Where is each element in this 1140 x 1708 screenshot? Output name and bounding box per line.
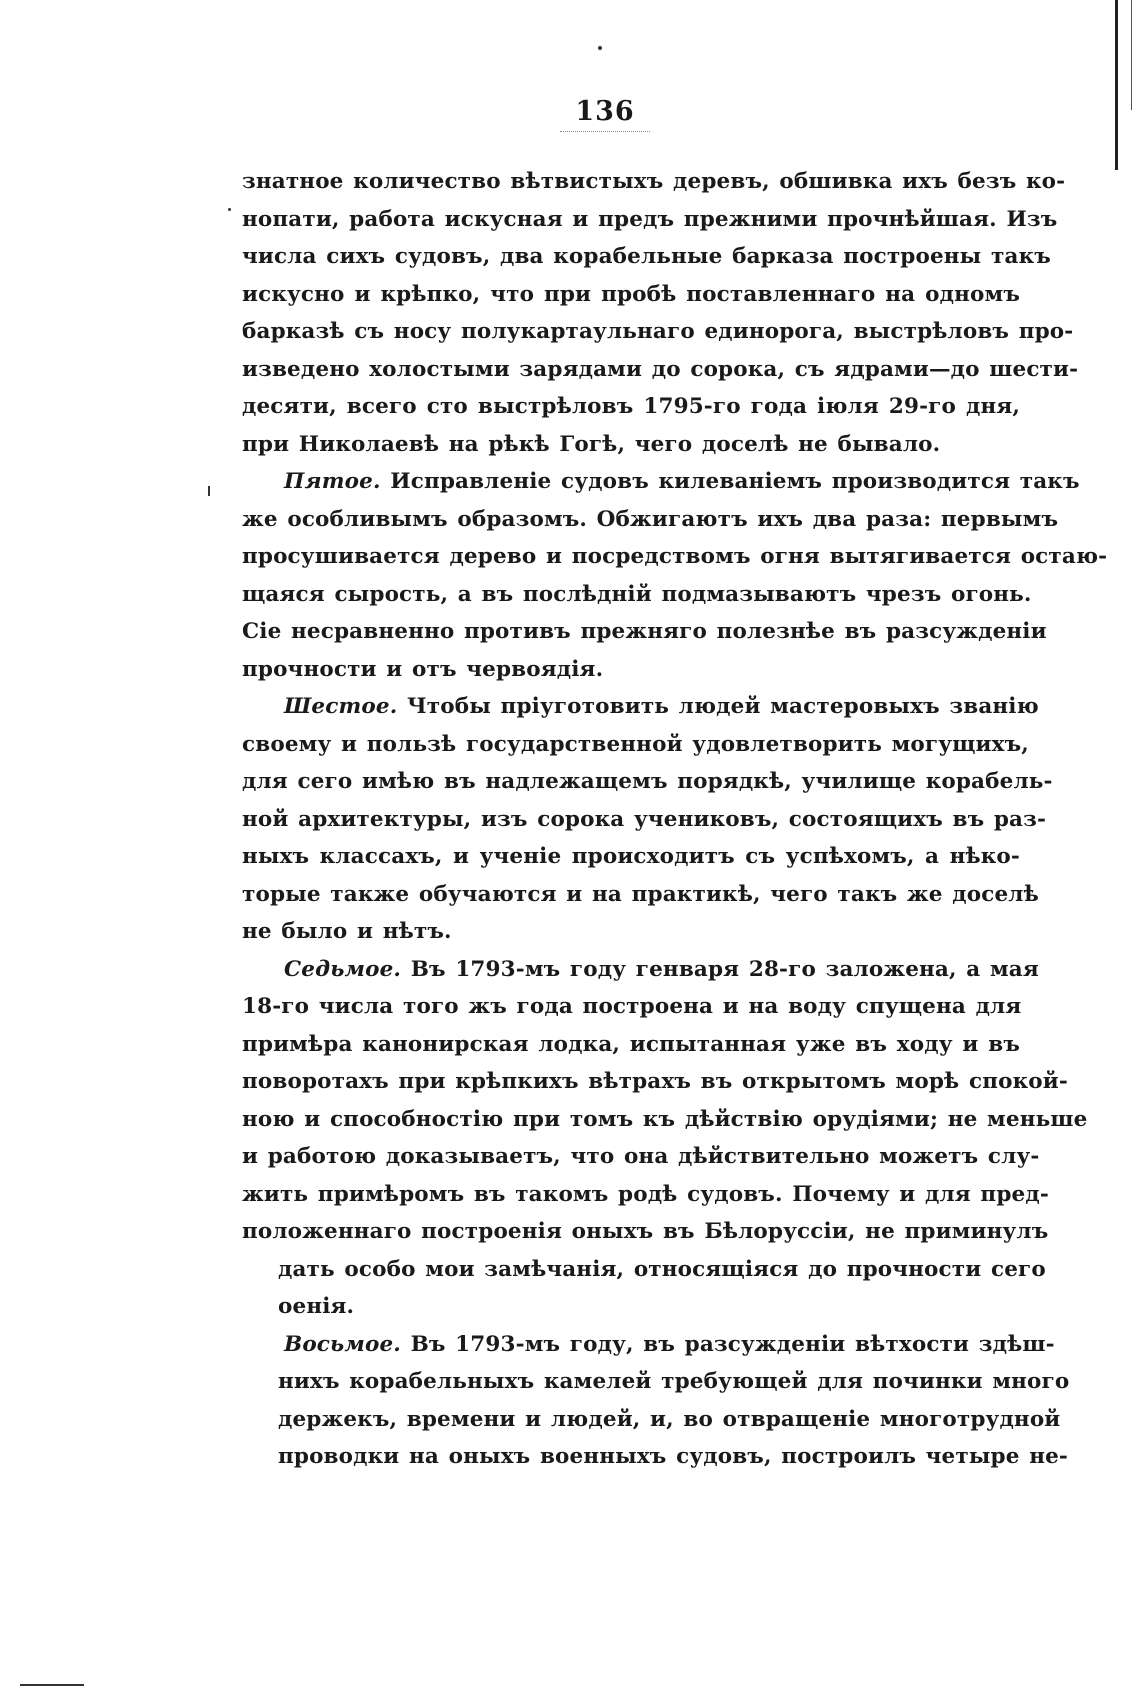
text-line: для сего имѣю въ надлежащемъ порядкѣ, училище корабель- <box>242 769 1053 794</box>
paragraph-start-seventh <box>242 951 1039 989</box>
text-line: держекъ, времени и людей, и, во отвращеніе многотрудной <box>278 1406 1061 1432</box>
text-line: Сіе несравненно противъ прежняго полезнѣе въ разсужденіи <box>242 619 1047 644</box>
paragraph-text-fifth: Исправленіе судовъ килеваніемъ производится такъ <box>390 469 1080 494</box>
text-line: знатное количество вѣтвистыхъ деревъ, обшивка ихъ безъ ко- <box>242 169 1066 194</box>
text-line: положеннаго построенія оныхъ въ Бѣлоруссіи, не приминулъ <box>242 1219 1049 1244</box>
text-line: оенія. <box>278 1294 355 1319</box>
paragraph-lead-sixth: Шестое. <box>284 694 398 719</box>
scan-page-edge <box>1115 0 1118 170</box>
text-line: дать особо мои замѣчанія, относящіяся до прочности сего <box>278 1256 1046 1282</box>
text-line: своему и пользѣ государственной удовлетворить могущихъ, <box>242 731 1029 757</box>
text-line: же особливымъ образомъ. Обжигаютъ ихъ два раза: первымъ <box>242 506 1059 532</box>
paragraph-text-sixth: Чтобы пріуготовить людей мастеровыхъ званію <box>406 694 1039 719</box>
paragraph-lead-fifth: Пятое. <box>284 469 381 494</box>
text-line: просушивается дерево и посредствомъ огня вытягивается остаю- <box>242 544 1108 569</box>
scan-footer-rule <box>20 1684 84 1686</box>
paragraph-text-seventh: Въ 1793-мъ году генваря 28-го заложена, а мая <box>410 956 1039 982</box>
text-line: и работою доказываетъ, что она дѣйствительно можетъ слу- <box>242 1144 1040 1169</box>
scan-speck <box>598 46 602 50</box>
text-line: торые также обучаются и на практикѣ, чего такъ же доселѣ <box>242 881 1039 907</box>
scan-speck-margin <box>228 208 231 211</box>
text-line: десяти, всего сто выстрѣловъ 1795-го года іюля 29-го дня, <box>242 394 1020 419</box>
text-line: прочности и отъ червоядія. <box>242 656 604 682</box>
paragraph-start-eighth <box>242 1326 1055 1364</box>
text-line: искусно и крѣпко, что при пробѣ поставленнаго на одномъ <box>242 281 1020 307</box>
text-line: изведено холостыми зарядами до сорока, съ ядрами—до шести- <box>242 356 1079 382</box>
text-line: нопати, работа искусная и предъ прежними прочнѣйшая. Изъ <box>242 206 1058 232</box>
paragraph-lead-seventh: Седьмое. <box>284 956 402 982</box>
text-line: щаяся сырость, а въ послѣдній подмазываютъ чрезъ огонь. <box>242 581 1032 607</box>
text-line: барказѣ съ носу полукартаульнаго единорога, выстрѣловъ про- <box>242 319 1074 344</box>
scan-page-edge-secondary <box>1131 0 1132 110</box>
text-line: поворотахъ при крѣпкихъ вѣтрахъ въ открытомъ морѣ спокой- <box>242 1069 1068 1094</box>
text-line: жить примѣромъ въ такомъ родѣ судовъ. Почему и для пред- <box>242 1181 1049 1207</box>
paragraph-text-eighth: Въ 1793-мъ году, въ разсужденіи вѣтхости здѣш- <box>410 1331 1055 1357</box>
paragraph-start-fifth <box>242 463 1080 501</box>
page-number: 136 <box>0 96 1140 132</box>
paragraph-lead-eighth: Восьмое. <box>284 1331 401 1357</box>
scan-tick-margin <box>208 486 210 496</box>
text-line: не было и нѣтъ. <box>242 919 452 944</box>
text-line: 18-го числа того жъ года построена и на воду спущена для <box>242 994 1022 1019</box>
text-line: ной архитектуры, изъ сорока учениковъ, состоящихъ въ раз- <box>242 806 1047 832</box>
body-text <box>242 163 1108 1476</box>
text-line: при Николаевѣ на рѣкѣ Гогѣ, чего доселѣ не бывало. <box>242 431 941 457</box>
text-line: ною и способностію при томъ къ дѣйствію орудіями; не меньше <box>242 1106 1088 1132</box>
text-line: проводки на оныхъ военныхъ судовъ, построилъ четыре не- <box>278 1444 1068 1469</box>
paragraph-start-sixth <box>242 688 1039 726</box>
text-line: числа сихъ судовъ, два корабельные барказа построены такъ <box>242 244 1051 269</box>
text-line: нихъ корабельныхъ камелей требующей для починки много <box>278 1369 1070 1394</box>
text-line: примѣра канонирская лодка, испытанная уже въ ходу и въ <box>242 1031 1020 1057</box>
text-line: ныхъ классахъ, и ученіе происходитъ съ успѣхомъ, а нѣко- <box>242 844 1020 869</box>
